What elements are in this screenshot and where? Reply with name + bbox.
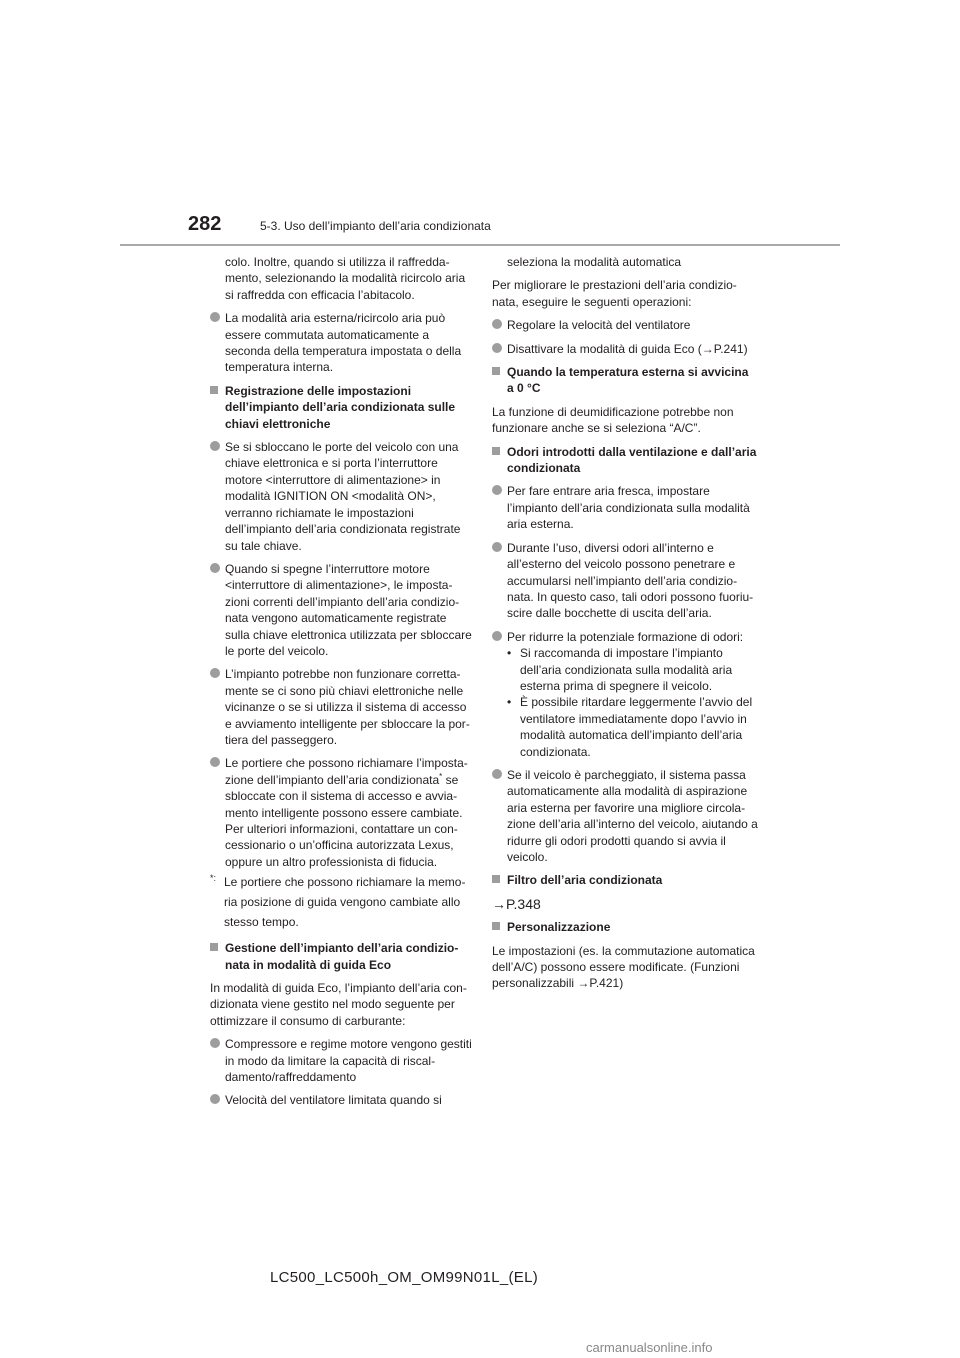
square-bullet-icon: [210, 943, 218, 951]
page-number: 282: [188, 213, 222, 235]
square-bullet-icon: [492, 922, 500, 930]
bullet-icon: [492, 319, 502, 329]
bullet-item: La modalità aria esterna/ricircolo aria può essere commutata automaticamente a seconda della temperatura impostata o della temperatura interna.: [210, 310, 472, 376]
square-bullet-icon: [492, 367, 500, 375]
bullet-icon: [210, 441, 220, 451]
paragraph: In modalità di guida Eco, l’impianto dell’aria condizionata viene gestito nel modo seguente per ottimizzare il consumo di carburante:: [210, 981, 467, 1028]
paragraph: Per migliorare le prestazioni dell’aria condizionata, eseguire le seguenti operazioni:: [492, 278, 737, 309]
section-title: 5-3. Uso dell’impianto dell’aria condizionata: [260, 219, 491, 233]
subheading: Gestione dell’impianto dell’aria condizionata in modalità di guida Eco: [210, 940, 472, 973]
bullet-icon: [492, 343, 502, 353]
subheading: Filtro dell’aria condizionata: [492, 872, 758, 888]
bullet-icon: [210, 1094, 220, 1104]
bullet-icon: [210, 668, 220, 678]
watermark: carmanualsonline.info: [586, 1340, 713, 1355]
page-reference-link[interactable]: →P.348: [492, 895, 541, 912]
bullet-icon: [210, 312, 220, 322]
bullet-item: Regolare la velocità del ventilatore: [492, 317, 758, 333]
bullet-item: Velocità del ventilatore limitata quando si: [210, 1092, 472, 1108]
bullet-icon: [210, 1038, 220, 1048]
left-column: [210, 254, 472, 1116]
continued-text: colo. Inoltre, quando si utilizza il raffreddamento, selezionando la modalità ricircolo aria si raffredda con efficacia l’abitacolo.: [225, 255, 466, 302]
footnote-marker: *: [439, 771, 443, 781]
bullet-item: Se il veicolo è parcheggiato, il sistema passa automaticamente alla modalità di aspirazione aria esterna per favorire una migliore circolazione dell’aria all’interno del veicolo, aiutando a ridurre gli odori prodotti quando si avvia il veicolo.: [492, 767, 758, 865]
bullet-icon: [492, 769, 502, 779]
bullet-icon: [492, 631, 502, 641]
page-header: [120, 0, 840, 246]
bullet-item: L’impianto potrebbe non funzionare correttamente se ci sono più chiavi elettroniche nelle vicinanze o se si utilizza il sistema di accesso e avviamento intelligente per sbloccare la portiera del passeggero.: [210, 666, 472, 748]
dot-icon: •: [507, 646, 512, 661]
right-column: [492, 254, 758, 999]
bullet-icon: [210, 757, 220, 767]
paragraph: Le impostazioni (es. la commutazione automatica dell’A/C) possono essere modificate. (Funzioni personalizzabili →P.421): [492, 943, 755, 991]
bullet-icon: [492, 542, 502, 552]
paragraph: La funzione di deumidificazione potrebbe non funzionare anche se si seleziona “A/C”.: [492, 404, 734, 436]
bullet-item: Durante l’uso, diversi odori all’interno e all’esterno del veicolo possono penetrare e accumularsi nell’impianto dell’aria condizionata. In questo caso, tali odori possono fuoriuscire dalle bocchette di uscita dell’aria.: [492, 540, 758, 622]
subheading: Odori introdotti dalla ventilazione e dall’aria condizionata: [492, 444, 758, 477]
document-code: LC500_LC500h_OM_OM99N01L_(EL): [270, 1269, 539, 1286]
bullet-item: Se si sbloccano le porte del veicolo con una chiave elettronica e si porta l’interruttore motore <interruttore di alimentazione> in modalità IGNITION ON <modalità ON>, verranno richiamate le impostazioni dell’impianto dell’aria condizionata registrate su tale chiave.: [210, 439, 472, 554]
dot-icon: •: [507, 695, 512, 710]
bullet-item: Quando si spegne l’interruttore motore <interruttore di alimentazione>, le impostazioni correnti dell’impianto dell’aria condizionata vengono automaticamente registrate sulla chiave elettronica utilizzata per sbloccare le porte del veicolo.: [210, 561, 472, 659]
bullet-item: Compressore e regime motore vengono gestiti in modo da limitare la capacità di riscaldamento/raffreddamento: [210, 1036, 472, 1085]
bullet-icon: [492, 485, 502, 495]
square-bullet-icon: [492, 875, 500, 883]
subheading: Personalizzazione: [492, 919, 758, 935]
bullet-icon: [210, 563, 220, 573]
bullet-item: Per fare entrare aria fresca, impostare l’impianto dell’aria condizionata sulla modalità aria esterna.: [492, 483, 758, 532]
square-bullet-icon: [210, 386, 218, 394]
footnote-mark: *:: [210, 873, 217, 884]
square-bullet-icon: [492, 447, 500, 455]
continued-text: seleziona la modalità automatica: [507, 255, 682, 269]
bullet-item: Disattivare la modalità di guida Eco (→P.241): [492, 341, 758, 357]
bullet-item: Per ridurre la potenziale formazione di odori:: [492, 629, 758, 645]
sub-bullet-item: • Si raccomanda di impostare l’impianto dell’aria condizionata sulla modalità aria esterna prima di spegnere il veicolo.: [507, 646, 733, 693]
sub-bullet-item: • È possibile ritardare leggermente l’avvio del ventilatore immediatamente dopo l’avvio in modalità automatica dell’impianto dell’aria condizionata.: [507, 695, 753, 759]
bullet-item: Le portiere che possono richiamare l’impostazione dell’impianto dell’aria condizionata* se sbloccate con il sistema di accesso e avviamento intelligente possono essere cambiate. Per ulteriori informazioni, contattare un concessionario o un’officina autorizzata Lexus, oppure un altro professionista di fiducia.: [210, 755, 472, 870]
footnote: *: Le portiere che possono richiamare la memoria posizione di guida vengono cambiate allo stesso tempo.: [210, 872, 472, 932]
subheading: Quando la temperatura esterna si avvicina a 0 °C: [492, 364, 758, 397]
subheading: Registrazione delle impostazioni dell’impianto dell’aria condizionata sulle chiavi elettroniche: [210, 383, 472, 432]
